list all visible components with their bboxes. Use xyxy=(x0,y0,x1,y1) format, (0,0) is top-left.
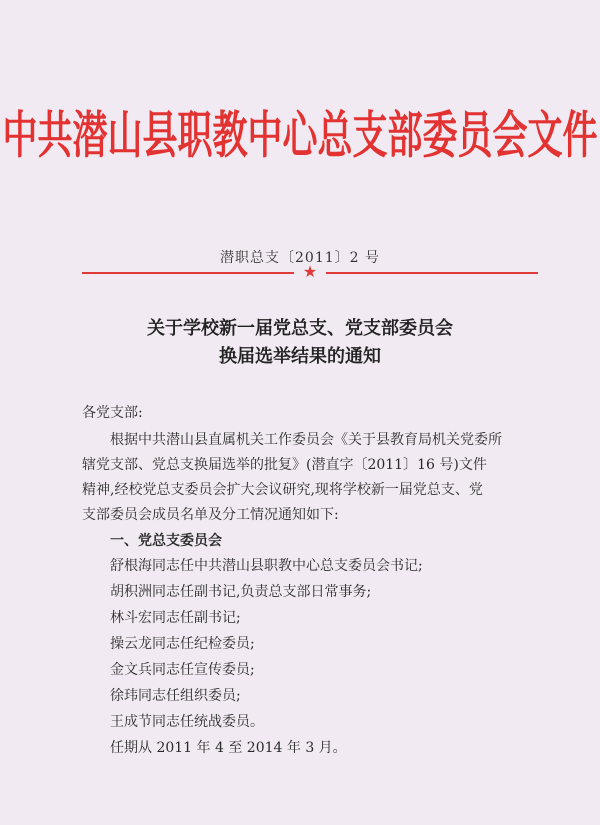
star-icon: ★ xyxy=(302,262,318,281)
paragraph-line: 支部委员会成员名单及分工情况通知如下: xyxy=(82,507,339,523)
member-line: 金文兵同志任宣传委员; xyxy=(110,662,255,678)
paragraph-line: 精神,经校党总支委员会扩大会议研究,现将学校新一届党总支、党 xyxy=(82,482,483,498)
member-line: 舒根海同志任中共潜山县职教中心总支委员会书记; xyxy=(110,558,423,574)
divider-line-right xyxy=(326,272,538,274)
member-line: 林斗宏同志任副书记; xyxy=(110,610,241,626)
member-line: 王成节同志任统战委员。 xyxy=(110,714,264,730)
member-line: 徐玮同志任组织委员; xyxy=(110,688,241,704)
member-line: 操云龙同志任纪检委员; xyxy=(110,636,255,652)
paragraph-line: 根据中共潜山县直属机关工作委员会《关于县教育局机关党委所 xyxy=(110,432,502,448)
member-line: 胡积洲同志任副书记,负责总支部日常事务; xyxy=(110,584,372,600)
notice-title-line-1: 关于学校新一届党总支、党支部委员会 xyxy=(147,318,453,339)
notice-title-line-2: 换届选举结果的通知 xyxy=(219,346,381,367)
term-line: 任期从 2011 年 4 至 2014 年 3 月。 xyxy=(110,740,347,756)
paragraph-line: 辖党支部、党总支换届选举的批复》(潜直字〔2011〕16 号)文件 xyxy=(82,457,487,473)
org-header-title: 中共潜山县职教中心总支部委员会文件 xyxy=(2,107,598,166)
red-divider xyxy=(82,264,538,280)
salutation: 各党支部: xyxy=(82,405,143,421)
section-heading: 一、党总支委员会 xyxy=(110,533,222,549)
divider-line-left xyxy=(82,272,294,274)
document-number: 潜职总支〔2011〕2 号 xyxy=(220,250,380,266)
